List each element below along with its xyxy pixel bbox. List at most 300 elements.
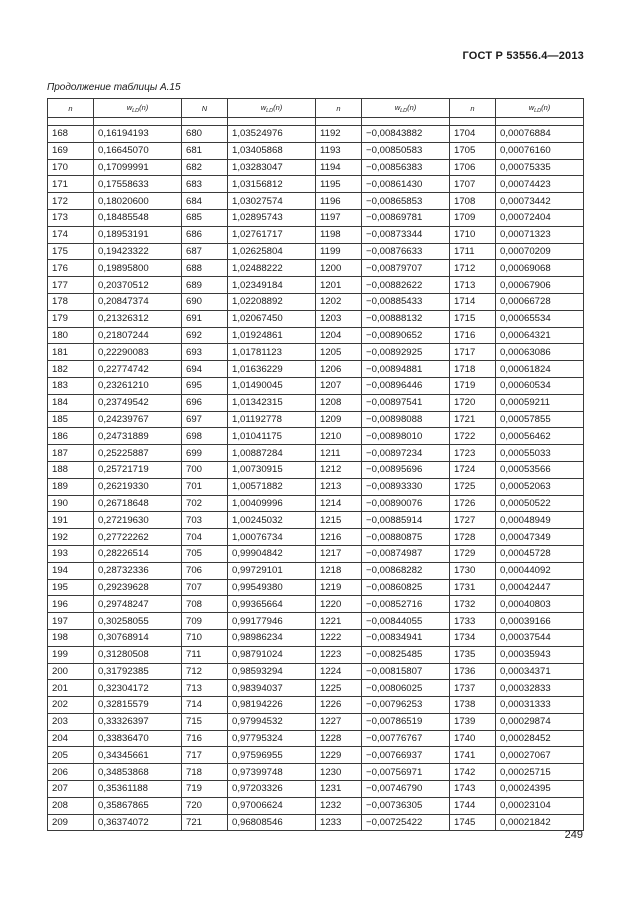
- index-cell: 173: [48, 209, 94, 226]
- value-cell: 0,00031333: [496, 697, 584, 714]
- value-cell: −0,00880875: [362, 529, 450, 546]
- column-header: [48, 99, 94, 118]
- column-header-subscript: LD: [132, 107, 140, 114]
- value-cell: −0,00888132: [362, 310, 450, 327]
- column-header-subscript: LD: [534, 107, 542, 114]
- index-cell: 1222: [316, 629, 362, 646]
- table-row: [48, 193, 584, 210]
- index-cell: 1206: [316, 361, 362, 378]
- index-cell: 1731: [450, 579, 496, 596]
- value-cell: 0,00057855: [496, 411, 584, 428]
- index-cell: 718: [182, 764, 228, 781]
- value-cell: −0,00806025: [362, 680, 450, 697]
- index-cell: 1216: [316, 529, 362, 546]
- column-header-arg: (n): [407, 102, 417, 112]
- value-cell: 0,00032833: [496, 680, 584, 697]
- value-cell: 1,03405868: [228, 142, 316, 159]
- index-cell: 203: [48, 713, 94, 730]
- value-cell: 0,00025715: [496, 764, 584, 781]
- table-caption: Продолжение таблицы А.15: [47, 82, 181, 93]
- table-header-row: [48, 99, 584, 118]
- value-cell: −0,00892925: [362, 344, 450, 361]
- table-row: [48, 646, 584, 663]
- index-cell: 719: [182, 781, 228, 798]
- index-cell: 1194: [316, 159, 362, 176]
- index-cell: 179: [48, 310, 94, 327]
- value-cell: −0,00861430: [362, 176, 450, 193]
- value-cell: 0,16645070: [94, 142, 182, 159]
- index-cell: 700: [182, 461, 228, 478]
- value-cell: 1,01041175: [228, 428, 316, 445]
- table-row: [48, 126, 584, 143]
- value-cell: 0,00045728: [496, 545, 584, 562]
- index-cell: 1212: [316, 461, 362, 478]
- value-cell: 0,97399748: [228, 764, 316, 781]
- index-cell: 1220: [316, 596, 362, 613]
- index-cell: 710: [182, 629, 228, 646]
- value-cell: 0,00037544: [496, 629, 584, 646]
- index-cell: 1233: [316, 814, 362, 831]
- index-cell: 1741: [450, 747, 496, 764]
- value-cell: −0,00898010: [362, 428, 450, 445]
- index-cell: 1218: [316, 562, 362, 579]
- value-cell: 0,00056462: [496, 428, 584, 445]
- index-cell: 204: [48, 730, 94, 747]
- index-cell: 699: [182, 445, 228, 462]
- table-row: [48, 663, 584, 680]
- index-cell: 681: [182, 142, 228, 159]
- column-header-main: n: [470, 103, 475, 113]
- table-row: [48, 613, 584, 630]
- table-row: [48, 629, 584, 646]
- value-cell: 0,33836470: [94, 730, 182, 747]
- value-cell: 0,00044092: [496, 562, 584, 579]
- index-cell: 1722: [450, 428, 496, 445]
- value-cell: 0,00074423: [496, 176, 584, 193]
- value-cell: 0,16194193: [94, 126, 182, 143]
- value-cell: 0,29748247: [94, 596, 182, 613]
- value-cell: 1,03156812: [228, 176, 316, 193]
- index-cell: 185: [48, 411, 94, 428]
- index-cell: 1745: [450, 814, 496, 831]
- index-cell: 687: [182, 243, 228, 260]
- value-cell: −0,00869781: [362, 209, 450, 226]
- column-header-arg: (n): [273, 102, 283, 112]
- table-row: [48, 445, 584, 462]
- value-cell: 0,20370512: [94, 277, 182, 294]
- value-cell: 1,00076734: [228, 529, 316, 546]
- value-cell: −0,00890652: [362, 327, 450, 344]
- value-cell: −0,00825485: [362, 646, 450, 663]
- index-cell: 720: [182, 797, 228, 814]
- index-cell: 1192: [316, 126, 362, 143]
- index-cell: 188: [48, 461, 94, 478]
- index-cell: 1709: [450, 209, 496, 226]
- index-cell: 1732: [450, 596, 496, 613]
- column-header-arg: (n): [541, 102, 551, 112]
- value-cell: −0,00873344: [362, 226, 450, 243]
- index-cell: 1742: [450, 764, 496, 781]
- value-cell: 0,00071323: [496, 226, 584, 243]
- index-cell: 171: [48, 176, 94, 193]
- value-cell: −0,00844055: [362, 613, 450, 630]
- table-row: [48, 361, 584, 378]
- column-header: [182, 99, 228, 118]
- value-cell: 0,00052063: [496, 478, 584, 495]
- column-header-main: w: [126, 102, 133, 112]
- index-cell: 1208: [316, 394, 362, 411]
- table-row: [48, 277, 584, 294]
- index-cell: 178: [48, 293, 94, 310]
- value-cell: 0,97994532: [228, 713, 316, 730]
- value-cell: 0,00061824: [496, 361, 584, 378]
- index-cell: 1213: [316, 478, 362, 495]
- index-cell: 206: [48, 764, 94, 781]
- index-cell: 684: [182, 193, 228, 210]
- index-cell: 1711: [450, 243, 496, 260]
- index-cell: 1740: [450, 730, 496, 747]
- column-header-main: w: [394, 102, 401, 112]
- index-cell: 205: [48, 747, 94, 764]
- index-cell: 1713: [450, 277, 496, 294]
- index-cell: 198: [48, 629, 94, 646]
- value-cell: 0,00029874: [496, 713, 584, 730]
- value-cell: 0,00069068: [496, 260, 584, 277]
- value-cell: −0,00860825: [362, 579, 450, 596]
- index-cell: 208: [48, 797, 94, 814]
- index-cell: 695: [182, 377, 228, 394]
- value-cell: 0,24239767: [94, 411, 182, 428]
- value-cell: −0,00893330: [362, 478, 450, 495]
- table-row: [48, 428, 584, 445]
- index-cell: 706: [182, 562, 228, 579]
- value-cell: −0,00852716: [362, 596, 450, 613]
- index-cell: 181: [48, 344, 94, 361]
- value-cell: −0,00885433: [362, 293, 450, 310]
- table-row: [48, 596, 584, 613]
- index-cell: 680: [182, 126, 228, 143]
- index-cell: 1725: [450, 478, 496, 495]
- index-cell: 1719: [450, 377, 496, 394]
- index-cell: 194: [48, 562, 94, 579]
- table-row: [48, 377, 584, 394]
- index-cell: 193: [48, 545, 94, 562]
- value-cell: 0,97795324: [228, 730, 316, 747]
- value-cell: −0,00868282: [362, 562, 450, 579]
- index-cell: 196: [48, 596, 94, 613]
- value-cell: −0,00746790: [362, 781, 450, 798]
- index-cell: 1723: [450, 445, 496, 462]
- value-cell: 0,00060534: [496, 377, 584, 394]
- index-cell: 1718: [450, 361, 496, 378]
- table-row: [48, 159, 584, 176]
- column-header: [228, 99, 316, 118]
- index-cell: 1705: [450, 142, 496, 159]
- table-row: [48, 176, 584, 193]
- index-cell: 1203: [316, 310, 362, 327]
- table-row: [48, 512, 584, 529]
- index-cell: 1217: [316, 545, 362, 562]
- value-cell: 0,00076160: [496, 142, 584, 159]
- value-cell: 0,19423322: [94, 243, 182, 260]
- value-cell: 1,02349184: [228, 277, 316, 294]
- index-cell: 688: [182, 260, 228, 277]
- column-header: [316, 99, 362, 118]
- value-cell: 0,00064321: [496, 327, 584, 344]
- value-cell: −0,00890076: [362, 495, 450, 512]
- table-row: [48, 293, 584, 310]
- index-cell: 690: [182, 293, 228, 310]
- value-cell: 0,28226514: [94, 545, 182, 562]
- index-cell: 1229: [316, 747, 362, 764]
- index-cell: 1716: [450, 327, 496, 344]
- value-cell: 0,00040803: [496, 596, 584, 613]
- table-row: [48, 764, 584, 781]
- index-cell: 1729: [450, 545, 496, 562]
- value-cell: 0,19895800: [94, 260, 182, 277]
- index-cell: 1223: [316, 646, 362, 663]
- value-cell: 0,34853868: [94, 764, 182, 781]
- value-cell: 0,20847374: [94, 293, 182, 310]
- column-header: [496, 99, 584, 118]
- value-cell: 1,03283047: [228, 159, 316, 176]
- index-cell: 1724: [450, 461, 496, 478]
- value-cell: 0,96808546: [228, 814, 316, 831]
- value-cell: 0,24731889: [94, 428, 182, 445]
- value-cell: 0,00021842: [496, 814, 584, 831]
- table-row: [48, 730, 584, 747]
- index-cell: 709: [182, 613, 228, 630]
- column-header-main: N: [201, 103, 208, 113]
- value-cell: 0,00066728: [496, 293, 584, 310]
- index-cell: 202: [48, 697, 94, 714]
- table-row: [48, 209, 584, 226]
- index-cell: 1230: [316, 764, 362, 781]
- index-cell: 174: [48, 226, 94, 243]
- index-cell: 1225: [316, 680, 362, 697]
- index-cell: 1717: [450, 344, 496, 361]
- value-cell: 0,32815579: [94, 697, 182, 714]
- value-cell: 1,02625804: [228, 243, 316, 260]
- column-header-main: w: [260, 102, 267, 112]
- index-cell: 1205: [316, 344, 362, 361]
- value-cell: −0,00874987: [362, 545, 450, 562]
- value-cell: 0,00073442: [496, 193, 584, 210]
- value-cell: 0,22290083: [94, 344, 182, 361]
- index-cell: 711: [182, 646, 228, 663]
- value-cell: −0,00856383: [362, 159, 450, 176]
- value-cell: −0,00895696: [362, 461, 450, 478]
- value-cell: 0,22774742: [94, 361, 182, 378]
- value-cell: 0,00072404: [496, 209, 584, 226]
- value-cell: 0,00048949: [496, 512, 584, 529]
- table-row: [48, 545, 584, 562]
- value-cell: −0,00766937: [362, 747, 450, 764]
- index-cell: 1710: [450, 226, 496, 243]
- table-row: [48, 814, 584, 831]
- index-cell: 190: [48, 495, 94, 512]
- value-cell: 0,99729101: [228, 562, 316, 579]
- document-code: ГОСТ Р 53556.4—2013: [462, 50, 584, 62]
- table-body: [48, 118, 584, 831]
- index-cell: 1196: [316, 193, 362, 210]
- value-cell: 0,00065534: [496, 310, 584, 327]
- value-cell: −0,00834941: [362, 629, 450, 646]
- index-cell: 692: [182, 327, 228, 344]
- value-cell: −0,00725422: [362, 814, 450, 831]
- index-cell: 691: [182, 310, 228, 327]
- value-cell: 1,02488222: [228, 260, 316, 277]
- value-cell: 0,00034371: [496, 663, 584, 680]
- index-cell: 1226: [316, 697, 362, 714]
- value-cell: −0,00898088: [362, 411, 450, 428]
- value-cell: 0,00047349: [496, 529, 584, 546]
- index-cell: 1201: [316, 277, 362, 294]
- value-cell: 0,21807244: [94, 327, 182, 344]
- index-cell: 1193: [316, 142, 362, 159]
- index-cell: 1744: [450, 797, 496, 814]
- index-cell: 704: [182, 529, 228, 546]
- value-cell: 0,21326312: [94, 310, 182, 327]
- value-cell: 0,18020600: [94, 193, 182, 210]
- value-cell: 0,99549380: [228, 579, 316, 596]
- table-row: [48, 697, 584, 714]
- index-cell: 1736: [450, 663, 496, 680]
- index-cell: 721: [182, 814, 228, 831]
- value-cell: 0,00070209: [496, 243, 584, 260]
- index-cell: 701: [182, 478, 228, 495]
- table-row: [48, 310, 584, 327]
- index-cell: 1202: [316, 293, 362, 310]
- value-cell: −0,00894881: [362, 361, 450, 378]
- index-cell: 182: [48, 361, 94, 378]
- index-cell: 1215: [316, 512, 362, 529]
- index-cell: 1207: [316, 377, 362, 394]
- value-cell: −0,00897541: [362, 394, 450, 411]
- value-cell: −0,00736305: [362, 797, 450, 814]
- value-cell: −0,00882622: [362, 277, 450, 294]
- table-row: [48, 797, 584, 814]
- value-cell: −0,00879707: [362, 260, 450, 277]
- value-cell: −0,00796253: [362, 697, 450, 714]
- table-row: [48, 781, 584, 798]
- column-header-arg: (n): [139, 102, 149, 112]
- index-cell: 686: [182, 226, 228, 243]
- index-cell: 1200: [316, 260, 362, 277]
- value-cell: 1,00887284: [228, 445, 316, 462]
- index-cell: 715: [182, 713, 228, 730]
- index-cell: 172: [48, 193, 94, 210]
- table-row: [48, 260, 584, 277]
- index-cell: 186: [48, 428, 94, 445]
- value-cell: 0,98986234: [228, 629, 316, 646]
- index-cell: 1735: [450, 646, 496, 663]
- value-cell: 1,00730915: [228, 461, 316, 478]
- value-cell: 0,98791024: [228, 646, 316, 663]
- value-cell: 0,99904842: [228, 545, 316, 562]
- value-cell: 0,00035943: [496, 646, 584, 663]
- header-spacer-row: [48, 118, 584, 126]
- value-cell: 0,30258055: [94, 613, 182, 630]
- index-cell: 1739: [450, 713, 496, 730]
- value-cell: 0,00067906: [496, 277, 584, 294]
- value-cell: 0,97203326: [228, 781, 316, 798]
- value-cell: 0,25225887: [94, 445, 182, 462]
- value-cell: 0,18485548: [94, 209, 182, 226]
- table-row: [48, 243, 584, 260]
- column-header: [362, 99, 450, 118]
- index-cell: 705: [182, 545, 228, 562]
- value-cell: 0,17558633: [94, 176, 182, 193]
- value-cell: 0,00063086: [496, 344, 584, 361]
- index-cell: 1737: [450, 680, 496, 697]
- index-cell: 685: [182, 209, 228, 226]
- index-cell: 1198: [316, 226, 362, 243]
- value-cell: −0,00876633: [362, 243, 450, 260]
- value-cell: 0,32304172: [94, 680, 182, 697]
- value-cell: 0,27722262: [94, 529, 182, 546]
- index-cell: 207: [48, 781, 94, 798]
- value-cell: 1,02895743: [228, 209, 316, 226]
- value-cell: 0,17099991: [94, 159, 182, 176]
- index-cell: 1232: [316, 797, 362, 814]
- table-row: [48, 226, 584, 243]
- value-cell: 1,01781123: [228, 344, 316, 361]
- column-header-main: n: [68, 103, 73, 113]
- index-cell: 200: [48, 663, 94, 680]
- value-cell: 0,27219630: [94, 512, 182, 529]
- value-cell: −0,00885914: [362, 512, 450, 529]
- value-cell: 0,26718648: [94, 495, 182, 512]
- index-cell: 702: [182, 495, 228, 512]
- value-cell: 0,98194226: [228, 697, 316, 714]
- value-cell: 0,00053566: [496, 461, 584, 478]
- value-cell: 0,99177946: [228, 613, 316, 630]
- value-cell: 1,02761717: [228, 226, 316, 243]
- column-header: [450, 99, 496, 118]
- index-cell: 1199: [316, 243, 362, 260]
- value-cell: 1,01924861: [228, 327, 316, 344]
- table-row: [48, 529, 584, 546]
- index-cell: 187: [48, 445, 94, 462]
- table-row: [48, 327, 584, 344]
- data-table: [47, 98, 584, 831]
- index-cell: 1221: [316, 613, 362, 630]
- value-cell: 0,31280508: [94, 646, 182, 663]
- table-row: [48, 579, 584, 596]
- table-row: [48, 411, 584, 428]
- value-cell: −0,00786519: [362, 713, 450, 730]
- index-cell: 1727: [450, 512, 496, 529]
- value-cell: −0,00865853: [362, 193, 450, 210]
- value-cell: 0,26219330: [94, 478, 182, 495]
- index-cell: 1704: [450, 126, 496, 143]
- index-cell: 192: [48, 529, 94, 546]
- index-cell: 713: [182, 680, 228, 697]
- value-cell: 0,00028452: [496, 730, 584, 747]
- index-cell: 1720: [450, 394, 496, 411]
- value-cell: 0,00050522: [496, 495, 584, 512]
- index-cell: 169: [48, 142, 94, 159]
- value-cell: 0,00055033: [496, 445, 584, 462]
- index-cell: 697: [182, 411, 228, 428]
- index-cell: 708: [182, 596, 228, 613]
- value-cell: 0,00024395: [496, 781, 584, 798]
- table-row: [48, 680, 584, 697]
- value-cell: −0,00756971: [362, 764, 450, 781]
- index-cell: 683: [182, 176, 228, 193]
- index-cell: 189: [48, 478, 94, 495]
